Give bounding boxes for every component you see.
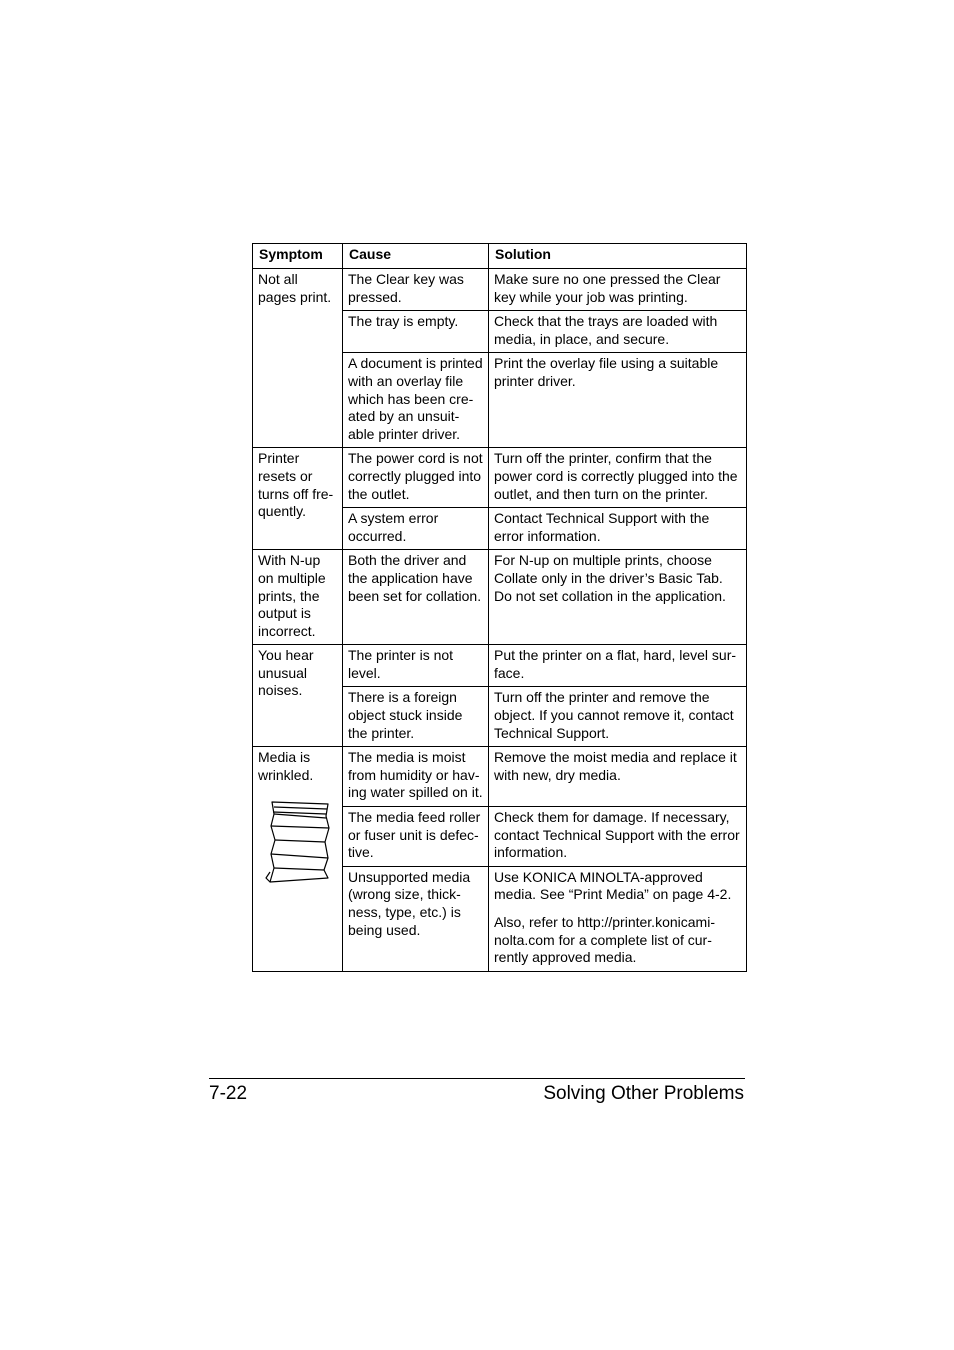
table-row	[253, 550, 747, 645]
solution-paragraph: For N-up on multiple prints, choose Collate only in the driver’s Basic Tab. Do not set collation in the application.	[494, 552, 726, 604]
solution-cell	[489, 508, 747, 550]
symptom-header: Symptom	[253, 244, 343, 269]
cause-cell: The media feed roller or fuser unit is defec-tive.	[343, 807, 489, 867]
cause-cell: There is a foreign object stuck inside the printer.	[343, 687, 489, 747]
symptom-text: Printer resets or turns off fre-quently.	[258, 450, 334, 520]
page-number: 7-22	[209, 1083, 248, 1104]
symptom-cell	[253, 448, 343, 550]
symptom-cell	[253, 747, 343, 972]
wrinkled-paper-icon	[264, 798, 332, 884]
solution-cell	[489, 311, 747, 353]
symptom-text: Media is wrinkled.	[258, 749, 314, 783]
solution-paragraph: Turn off the printer, confirm that the power cord is correctly plugged into the outlet, and then turn on the printer.	[494, 450, 738, 502]
cause-cell: The printer is not level.	[343, 645, 489, 687]
symptom-cell	[253, 550, 343, 645]
table-row	[253, 747, 747, 807]
solution-paragraph: Put the printer on a flat, hard, level sur-face.	[494, 647, 737, 681]
cause-cell: A document is printed with an overlay file which has been cre-ated by an unsuit-able printer driver.	[343, 353, 489, 448]
solution-cell	[489, 807, 747, 867]
table-row	[253, 269, 747, 311]
table-row	[253, 448, 747, 508]
symptom-text: You hear unusual noises.	[258, 647, 314, 699]
cause-cell: Unsupported media (wrong size, thick-ness, type, etc.) is being used.	[343, 866, 489, 971]
solution-cell	[489, 866, 747, 971]
symptom-text: With N-up on multiple prints, the output is incorrect.	[258, 552, 326, 639]
cause-cell: The tray is empty.	[343, 311, 489, 353]
solution-cell	[489, 269, 747, 311]
solution-paragraph: Check that the trays are loaded with media, in place, and secure.	[494, 313, 718, 347]
table-row	[253, 645, 747, 687]
footer-divider	[209, 1078, 745, 1079]
solution-cell	[489, 448, 747, 508]
solution-header: Solution	[489, 244, 747, 269]
solution-paragraph: Make sure no one pressed the Clear key while your job was printing.	[494, 271, 721, 305]
cause-cell: The media is moist from humidity or hav-ing water spilled on it.	[343, 747, 489, 807]
solution-paragraph: Turn off the printer and remove the object. If you cannot remove it, contact Technical Support.	[494, 689, 734, 741]
solution-cell	[489, 747, 747, 807]
solution-paragraph: Print the overlay file using a suitable printer driver.	[494, 355, 719, 389]
solution-cell	[489, 645, 747, 687]
symptom-cell	[253, 269, 343, 448]
solution-cell	[489, 687, 747, 747]
solution-paragraph: Remove the moist media and replace it with new, dry media.	[494, 749, 737, 783]
symptom-text: Not all pages print.	[258, 271, 332, 305]
symptom-cell	[253, 645, 343, 747]
solution-cell	[489, 353, 747, 448]
cause-cell: The power cord is not correctly plugged into the outlet.	[343, 448, 489, 508]
cause-cell: A system error occurred.	[343, 508, 489, 550]
solution-paragraph: Use KONICA MINOLTA-approved media. See “Print Media” on page 4-2.	[494, 868, 732, 903]
cause-cell: Both the driver and the application have been set for collation.	[343, 550, 489, 645]
solution-paragraph: Also, refer to http://printer.konicami-nolta.com for a complete list of cur-rently approved media.	[494, 914, 715, 966]
cause-cell: The Clear key was pressed.	[343, 269, 489, 311]
table-header-row	[253, 244, 747, 269]
solution-cell	[489, 550, 747, 645]
cause-header: Cause	[343, 244, 489, 269]
table-body	[253, 269, 747, 972]
solution-paragraph: Contact Technical Support with the error information.	[494, 510, 710, 544]
troubleshooting-table	[252, 243, 747, 972]
solution-paragraph: Check them for damage. If necessary, contact Technical Support with the error information.	[494, 809, 740, 861]
section-title: Solving Other Problems	[543, 1083, 744, 1104]
